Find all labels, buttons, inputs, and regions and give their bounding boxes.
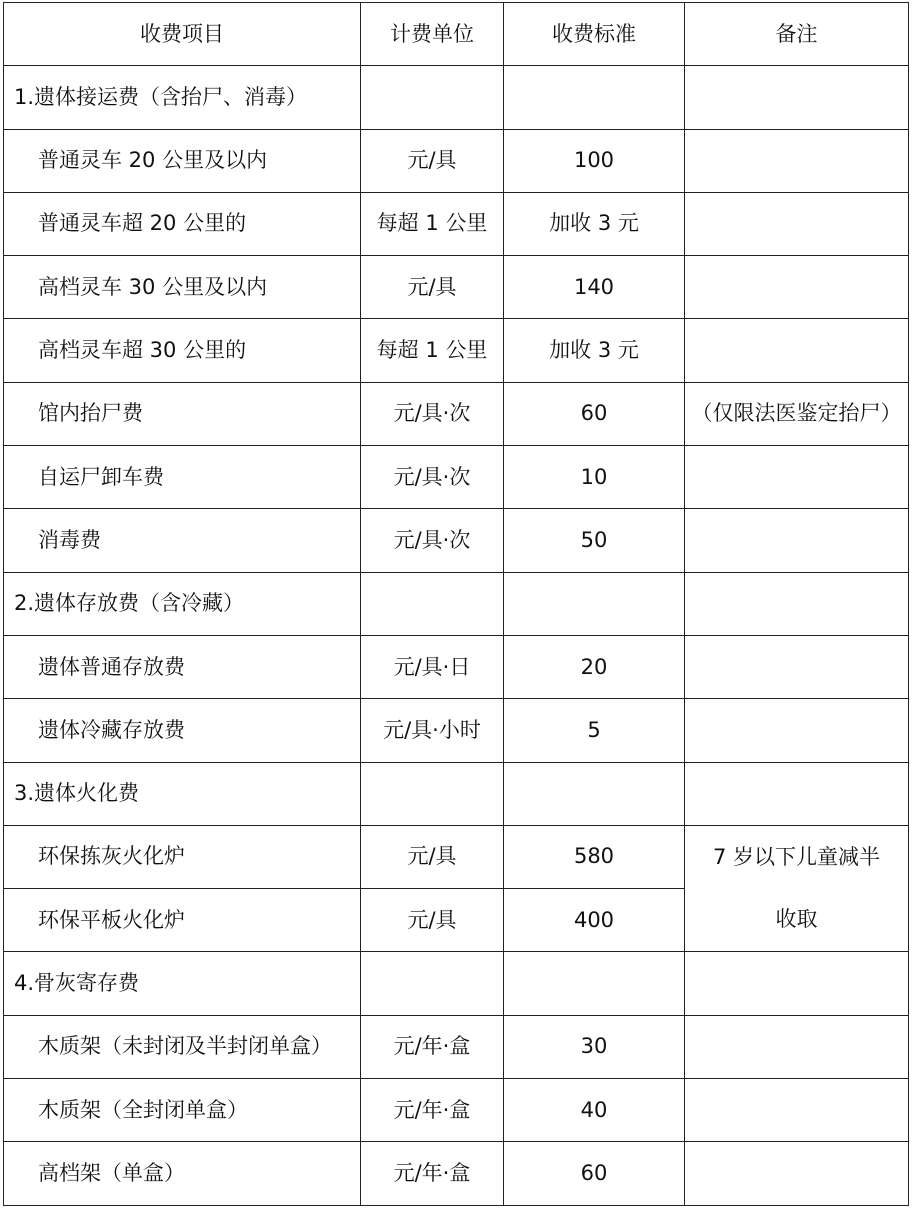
unit-cell: 元/具·小时 [361, 699, 504, 762]
unit-cell [361, 762, 504, 825]
item-label: 木质架（未封闭及半封闭单盒） [4, 1015, 361, 1078]
unit-cell: 元/具·次 [361, 446, 504, 509]
price-cell: 10 [504, 446, 685, 509]
table-row [4, 509, 909, 572]
price-cell [504, 952, 685, 1015]
note-cell [685, 762, 909, 825]
price-cell: 加收 3 元 [504, 319, 685, 382]
unit-cell: 元/具 [361, 825, 504, 888]
category-label: 1.遗体接运费（含抬尸、消毒） [4, 66, 361, 129]
unit-cell [361, 66, 504, 129]
table-row [4, 635, 909, 698]
unit-cell: 元/年·盒 [361, 1142, 504, 1205]
note-cell [685, 509, 909, 572]
fee-schedule [3, 2, 909, 1206]
category-label: 4.骨灰寄存费 [4, 952, 361, 1015]
table-row [4, 825, 909, 888]
item-label: 遗体冷藏存放费 [4, 699, 361, 762]
note-cell [685, 1142, 909, 1205]
price-cell: 100 [504, 129, 685, 192]
note-cell [685, 635, 909, 698]
price-cell: 20 [504, 635, 685, 698]
item-label: 遗体普通存放费 [4, 635, 361, 698]
header-unit: 计费单位 [361, 3, 504, 66]
price-cell [504, 66, 685, 129]
table-row [4, 952, 909, 1015]
unit-cell: 每超 1 公里 [361, 192, 504, 255]
header-price: 收费标准 [504, 3, 685, 66]
price-cell [504, 572, 685, 635]
table-row [4, 762, 909, 825]
item-label: 普通灵车 20 公里及以内 [4, 129, 361, 192]
note-cell [685, 572, 909, 635]
table-row [4, 382, 909, 445]
note-cell: （仅限法医鉴定抬尸） [685, 382, 909, 445]
price-cell: 60 [504, 382, 685, 445]
note-cell [685, 1015, 909, 1078]
merged-note-line1: 7 岁以下儿童减半 [712, 845, 881, 870]
unit-cell: 元/具 [361, 129, 504, 192]
note-cell [685, 66, 909, 129]
item-label: 环保平板火化炉 [4, 889, 361, 952]
table-row [4, 699, 909, 762]
item-label: 普通灵车超 20 公里的 [4, 192, 361, 255]
table-row [4, 66, 909, 129]
unit-cell: 元/具·次 [361, 509, 504, 572]
unit-cell [361, 572, 504, 635]
table-row [4, 572, 909, 635]
unit-cell [361, 952, 504, 1015]
item-label: 环保拣灰火化炉 [4, 825, 361, 888]
note-cell [685, 129, 909, 192]
item-label: 馆内抬尸费 [4, 382, 361, 445]
merged-note-cell [685, 825, 909, 952]
item-label: 消毒费 [4, 509, 361, 572]
note-cell [685, 319, 909, 382]
category-label: 2.遗体存放费（含冷藏） [4, 572, 361, 635]
price-cell: 400 [504, 889, 685, 952]
note-cell [685, 952, 909, 1015]
price-cell: 加收 3 元 [504, 192, 685, 255]
unit-cell: 元/具·次 [361, 382, 504, 445]
item-label: 高档架（单盒） [4, 1142, 361, 1205]
header-item: 收费项目 [4, 3, 361, 66]
note-cell [685, 446, 909, 509]
price-cell: 580 [504, 825, 685, 888]
item-label: 高档灵车超 30 公里的 [4, 319, 361, 382]
fee-table [3, 2, 909, 1206]
item-label: 自运尸卸车费 [4, 446, 361, 509]
price-cell: 30 [504, 1015, 685, 1078]
price-cell: 5 [504, 699, 685, 762]
category-label: 3.遗体火化费 [4, 762, 361, 825]
note-cell [685, 699, 909, 762]
table-row [4, 1079, 909, 1142]
price-cell: 60 [504, 1142, 685, 1205]
table-row [4, 256, 909, 319]
note-cell [685, 1079, 909, 1142]
table-row [4, 446, 909, 509]
price-cell [504, 762, 685, 825]
unit-cell: 元/年·盒 [361, 1015, 504, 1078]
price-cell: 40 [504, 1079, 685, 1142]
price-cell: 140 [504, 256, 685, 319]
table-row [4, 192, 909, 255]
item-label: 木质架（全封闭单盒） [4, 1079, 361, 1142]
unit-cell: 元/具·日 [361, 635, 504, 698]
unit-cell: 元/具 [361, 256, 504, 319]
header-row [4, 3, 909, 66]
table-row [4, 129, 909, 192]
merged-note-line2: 收取 [775, 906, 818, 931]
note-cell [685, 192, 909, 255]
table-row [4, 1142, 909, 1205]
price-cell: 50 [504, 509, 685, 572]
table-row [4, 1015, 909, 1078]
note-cell [685, 256, 909, 319]
unit-cell: 元/年·盒 [361, 1079, 504, 1142]
unit-cell: 每超 1 公里 [361, 319, 504, 382]
unit-cell: 元/具 [361, 889, 504, 952]
item-label: 高档灵车 30 公里及以内 [4, 256, 361, 319]
header-note: 备注 [685, 3, 909, 66]
table-row [4, 319, 909, 382]
